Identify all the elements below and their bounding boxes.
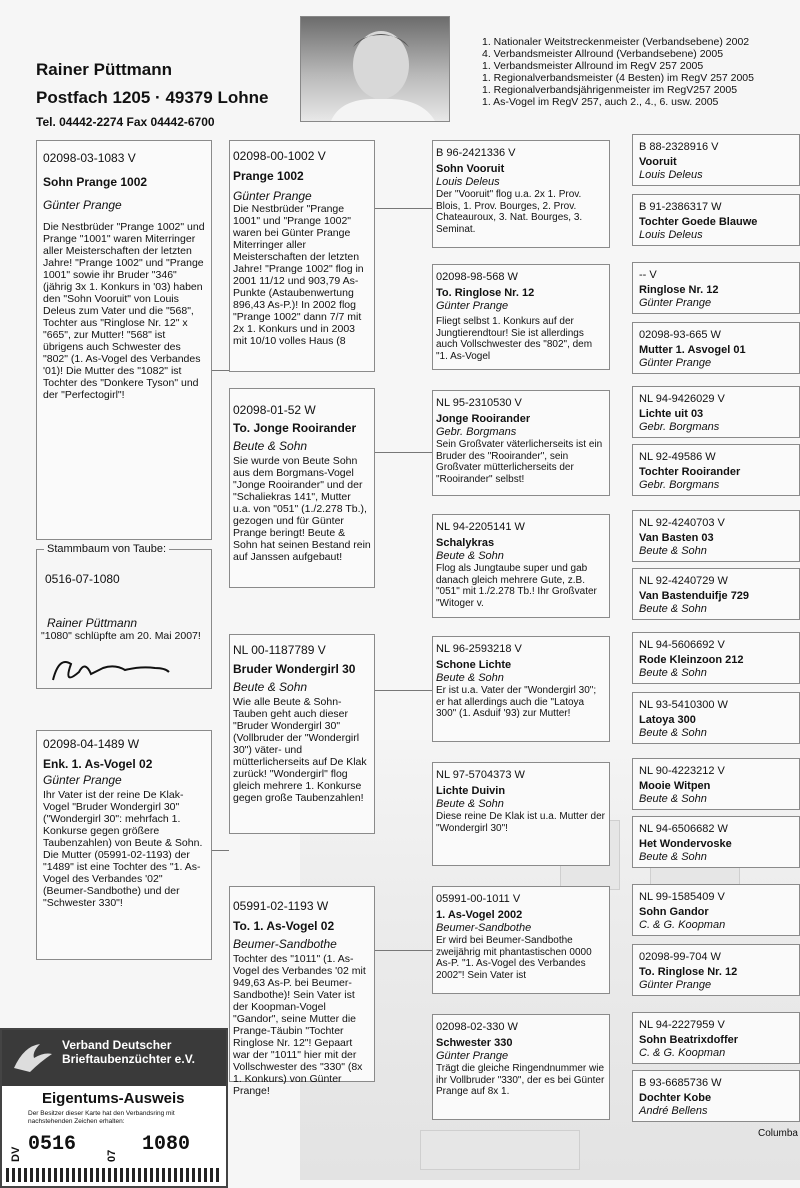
pigeon-breeder: C. & G. Koopman	[639, 919, 726, 931]
achievement-item: 1. Nationaler Weitstreckenmeister (Verbandsebene) 2002	[482, 36, 750, 48]
pigeon-name: To. Ringlose Nr. 12	[639, 966, 738, 978]
great-grandparent-box[interactable]	[432, 514, 610, 618]
ancestor-box[interactable]	[632, 816, 800, 868]
sire-box[interactable]	[36, 140, 212, 540]
pigeon-ring: 02098-03-1083 V	[43, 151, 136, 165]
subject-ring: 0516-07-1080	[45, 572, 120, 586]
subject-note: "1080" schlüpfte am 20. Mai 2007!	[41, 630, 201, 642]
pigeon-description: Sein Großvater väterlicherseits ist ein Bruder des "Rooirander", sein Großvater mütterlicherseits der "Rooirander" selbst!	[436, 439, 603, 485]
connector-line	[211, 850, 229, 851]
pigeon-name: To. 1. As-Vogel 02	[233, 919, 335, 933]
pigeon-description: Trägt die gleiche Ringendnummer wie ihr Vollbruder "330", der es bei Günter Prange auf 8x 1.	[436, 1063, 605, 1097]
connector-line	[375, 452, 432, 453]
card-dv: DV	[10, 1146, 22, 1162]
grandparent-box[interactable]	[229, 388, 375, 588]
pigeon-description: Diese reine De Klak ist u.a. Mutter der "Wondergirl 30"!	[436, 811, 605, 834]
ownership-card	[0, 1028, 228, 1188]
pigeon-ring: NL 92-4240729 W	[639, 575, 728, 587]
pigeon-name: Tochter Goede Blauwe	[639, 216, 758, 228]
signature	[45, 650, 175, 690]
pigeon-name: Sohn Beatrixdoffer	[639, 1034, 739, 1046]
pigeon-breeder: Gebr. Borgmans	[639, 479, 720, 491]
pigeon-description: Er wird bei Beumer-Sandbothe zweijährig mit phantastischen 0000 As-P. "1. As-Vogel des Verbandes 2002"! Sein Vater ist	[436, 935, 592, 981]
pigeon-breeder: Beute & Sohn	[436, 550, 504, 562]
great-grandparent-box[interactable]	[432, 886, 610, 994]
ancestor-box[interactable]	[632, 568, 800, 620]
pigeon-name: Lichte uit 03	[639, 408, 704, 420]
pigeon-breeder: Beute & Sohn	[639, 667, 707, 679]
pigeon-breeder: André Bellens	[639, 1105, 708, 1117]
great-grandparent-box[interactable]	[432, 762, 610, 866]
card-ring-number: 0516	[28, 1133, 77, 1156]
ancestor-box[interactable]	[632, 134, 800, 186]
ancestor-box[interactable]	[632, 510, 800, 562]
card-year: 07	[106, 1149, 118, 1162]
pigeon-description: Wie alle Beute & Sohn-Tauben geht auch dieser "Bruder Wondergirl 30" (Vollbruder der "Wondergirl 30") väter- und mütterlicherseits auf De Klak zurück! "Wondergirl" flog gleich mehrere 1. Konkurse gegen große Taubenzahlen!	[233, 696, 367, 804]
pigeon-name: Lichte Duivin	[436, 785, 506, 797]
pigeon-breeder: Günter Prange	[43, 773, 122, 787]
pigeon-ring: 02098-99-704 W	[639, 951, 721, 963]
pigeon-ring: 02098-00-1002 V	[233, 149, 326, 163]
pigeon-ring: NL 96-2593218 V	[436, 643, 522, 655]
ancestor-box[interactable]	[632, 1012, 800, 1064]
great-grandparent-box[interactable]	[432, 390, 610, 496]
pigeon-ring: NL 99-1585409 V	[639, 891, 725, 903]
pigeon-description: Sie wurde von Beute Sohn aus dem Borgmans-Vogel "Jonge Rooirander" und der "Schaliekras 141", Mutter u.a. von "051" (1./2.278 Tb.), gezogen und für Günter Prange beringt! Beute & Sohn hat seinen Bestand rein auf Janssen aufgebaut!	[233, 455, 371, 563]
pigeon-ring: 02098-98-568 W	[436, 271, 518, 283]
ancestor-box[interactable]	[632, 386, 800, 438]
achievement-item: 4. Verbandsmeister Allround (Verbandsebene) 2005	[482, 48, 724, 60]
pigeon-ring: NL 94-6506682 W	[639, 823, 728, 835]
pigeon-ring: 05991-02-1193 W	[233, 899, 329, 913]
pigeon-description: Flog als Jungtaube super und gab danach gleich mehrere Gute, z.B. "051" mit 1./2.278 Tb.! Ihr Großvater "Witoger v.	[436, 563, 597, 609]
owner-contact: Tel. 04442-2274 Fax 04442-6700	[36, 115, 215, 129]
pigeon-name: Enk. 1. As-Vogel 02	[43, 757, 153, 771]
pigeon-breeder: Günter Prange	[43, 198, 122, 212]
pigeon-description: Tochter des "1011" (1. As-Vogel des Verbandes '02 mit 949,63 As-P. bei Beumer-Sandbothe)! Sein Vater ist der Koopman-Vogel "Gandor", seine Mutter die Prange-Täubin "Tochter Ringlose Nr. 12"! Gepaart war der "1011" hier mit der Vollschwester des "330" (8x 1. Konkurs) von Günter Prange!	[233, 953, 366, 1097]
pigeon-breeder: Beute & Sohn	[436, 798, 504, 810]
pigeon-breeder: Beute & Sohn	[639, 851, 707, 863]
pigeon-name: Van Bastenduifje 729	[639, 590, 750, 602]
card-organization: Verband Deutscher Brieftaubenzüchter e.V.	[62, 1038, 195, 1066]
pigeon-ring: 02098-93-665 W	[639, 329, 721, 341]
pigeon-ring: NL 95-2310530 V	[436, 397, 522, 409]
pigeon-ring: -- V	[639, 269, 657, 281]
pigeon-breeder: Beute & Sohn	[233, 439, 308, 453]
pigeon-ring: NL 94-2205141 W	[436, 521, 525, 533]
dam-box[interactable]	[36, 730, 212, 960]
connector-line	[375, 208, 432, 209]
ancestor-box[interactable]	[632, 194, 800, 246]
pigeon-name: Schalykras	[436, 537, 495, 549]
pigeon-name: Latoya 300	[639, 714, 696, 726]
pigeon-ring: 02098-02-330 W	[436, 1021, 518, 1033]
owner-address: Postfach 1205 · 49379 Lohne	[36, 88, 269, 107]
pigeon-breeder: Beute & Sohn	[233, 680, 308, 694]
pigeon-name: Vooruit	[639, 156, 677, 168]
pigeon-breeder: Günter Prange	[639, 979, 712, 991]
pigeon-breeder: Gebr. Borgmans	[436, 426, 517, 438]
pigeon-name: Schwester 330	[436, 1037, 513, 1049]
pigeon-breeder: Louis Deleus	[436, 176, 500, 188]
pigeon-breeder: Beumer-Sandbothe	[436, 922, 532, 934]
pigeon-name: Mutter 1. Asvogel 01	[639, 344, 746, 356]
great-grandparent-box[interactable]	[432, 140, 610, 248]
pigeon-ring: 02098-01-52 W	[233, 403, 316, 417]
pigeon-name: Ringlose Nr. 12	[639, 284, 719, 296]
pigeon-ring: NL 94-5606692 V	[639, 639, 725, 651]
pigeon-name: Schone Lichte	[436, 659, 512, 671]
pigeon-breeder: Louis Deleus	[639, 169, 703, 181]
pigeon-name: Jonge Rooirander	[436, 413, 531, 425]
pigeon-ring: B 91-2386317 W	[639, 201, 722, 213]
pigeon-breeder: Louis Deleus	[639, 229, 703, 241]
great-grandparent-box[interactable]	[432, 1014, 610, 1120]
card-subtitle: Der Besitzer dieser Karte hat den Verbandsring mit nachstehenden Zeichen erhalten:	[28, 1110, 175, 1125]
great-grandparent-box[interactable]	[432, 636, 610, 742]
subject-label: Stammbaum von Taube:	[44, 543, 169, 555]
connector-line	[211, 370, 229, 371]
pigeon-ring: NL 93-5410300 W	[639, 699, 728, 711]
pigeon-breeder: Beute & Sohn	[639, 793, 707, 805]
great-grandparent-box[interactable]	[432, 264, 610, 370]
ancestor-box[interactable]	[632, 262, 800, 314]
connector-line	[375, 690, 432, 691]
pigeon-description: Die Nestbrüder "Prange 1001" und "Prange 1002" waren bei Günter Prange Miterringer aller Meisterschaften der letzten Jahre! "Prange 1002" flog in 2001 11/12 und 903,79 As-Punkte (Astaubenwertung 896,43 As-P.)! In 2002 flog "Prange 1002" dann 7/7 mit 2x 1. Konkurs und in 2003 mit 10/10 volles Haus (8	[233, 203, 364, 347]
owner-photo	[300, 16, 450, 122]
ancestor-box[interactable]	[632, 322, 800, 374]
pigeon-breeder: Beute & Sohn	[436, 672, 504, 684]
pigeon-ring: B 93-6685736 W	[639, 1077, 722, 1089]
achievement-item: 1. Verbandsmeister Allround im RegV 257 2005	[482, 60, 704, 72]
pigeon-description: Ihr Vater ist der reine De Klak-Vogel "Bruder Wondergirl 30" ("Wondergirl 30": mehrfach 1. Konkurse gegen größere Taubenzahlen) von Beute & Sohn. Die Mutter (05991-02-1193) der "1489" ist eine Tochter des "1. As-Vogel des Verbandes '02" (Beumer-Sandbothe) und der "Schwester 330"!	[43, 789, 203, 909]
pigeon-breeder: Beute & Sohn	[639, 545, 707, 557]
pigeon-logo-icon	[10, 1038, 54, 1078]
pigeon-name: Prange 1002	[233, 169, 304, 183]
card-header	[2, 1030, 226, 1086]
pigeon-description: Fliegt selbst 1. Konkurs auf der Jungtierendtour! Sie ist allerdings auch Vollschwester des "802", dem "1. As-Vogel	[436, 316, 593, 362]
ancestor-box[interactable]	[632, 944, 800, 996]
pigeon-ring: NL 92-49586 W	[639, 451, 716, 463]
subject-box	[36, 549, 212, 689]
pigeon-description: Er ist u.a. Vater der "Wondergirl 30"; er hat allerdings auch die "Latoya 300" (1. Asduif '93) zur Mutter!	[436, 685, 597, 719]
ancestor-box[interactable]	[632, 632, 800, 684]
pigeon-breeder: Günter Prange	[233, 189, 312, 203]
pigeon-breeder: Günter Prange	[436, 1050, 509, 1062]
footer-text: Columba	[757, 1128, 798, 1139]
pigeon-name: Dochter Kobe	[639, 1092, 712, 1104]
pigeon-ring: NL 90-4223212 V	[639, 765, 725, 777]
pigeon-name: Tochter Rooirander	[639, 466, 741, 478]
card-ring-serial: 1080	[142, 1133, 191, 1156]
ancestor-box[interactable]	[632, 758, 800, 810]
achievements-list	[482, 36, 754, 108]
pigeon-ring: B 88-2328916 V	[639, 141, 719, 153]
ancestor-box[interactable]	[632, 444, 800, 496]
card-pattern-strip	[6, 1168, 222, 1182]
achievement-item: 1. As-Vogel im RegV 257, auch 2., 4., 6. usw. 2005	[482, 96, 719, 108]
pigeon-ring: 02098-04-1489 W	[43, 737, 140, 751]
pigeon-ring: NL 92-4240703 V	[639, 517, 725, 529]
background-window	[420, 1130, 580, 1170]
pigeon-name: Sohn Prange 1002	[43, 175, 148, 189]
pigeon-breeder: Beute & Sohn	[639, 727, 707, 739]
pigeon-name: 1. As-Vogel 2002	[436, 909, 523, 921]
pigeon-breeder: Günter Prange	[436, 300, 509, 312]
pigeon-description: Der "Vooruit" flog u.a. 2x 1. Prov. Blois, 1. Prov. Bourges, 2. Prov. Chateauroux, 3. Nat. Bourges, 3. Seminat.	[436, 189, 583, 235]
pigeon-breeder: C. & G. Koopman	[639, 1047, 726, 1059]
pigeon-name: Mooie Witpen	[639, 780, 711, 792]
pigeon-name: Sohn Vooruit	[436, 163, 505, 175]
pigeon-breeder: Günter Prange	[639, 297, 712, 309]
achievement-item: 1. Regionalverbandsmeister (4 Besten) im RegV 257 2005	[482, 72, 754, 84]
pigeon-ring: NL 94-9426029 V	[639, 393, 725, 405]
pigeon-ring: NL 94-2227959 V	[639, 1019, 725, 1031]
pigeon-name: Bruder Wondergirl 30	[233, 662, 356, 676]
pigeon-breeder: Günter Prange	[639, 357, 712, 369]
owner-name: Rainer Püttmann	[36, 60, 173, 79]
pigeon-ring: 05991-00-1011 V	[436, 893, 521, 905]
ancestor-box[interactable]	[632, 692, 800, 744]
pigeon-ring: B 96-2421336 V	[436, 147, 516, 159]
grandparent-box[interactable]	[229, 886, 375, 1097]
pigeon-name: Sohn Gandor	[639, 906, 709, 918]
grandparent-box[interactable]	[229, 634, 375, 834]
achievement-item: 1. Regionalverbandsjährigenmeister im RegV257 2005	[482, 84, 738, 96]
pigeon-name: Het Wondervoske	[639, 838, 732, 850]
ancestor-box[interactable]	[632, 884, 800, 936]
pigeon-name: Van Basten 03	[639, 532, 714, 544]
pigeon-name: Rode Kleinzoon 212	[639, 654, 744, 666]
pigeon-ring: NL 00-1187789 V	[233, 643, 326, 657]
pigeon-name: To. Jonge Rooirander	[233, 421, 357, 435]
subject-owner: Rainer Püttmann	[47, 616, 138, 630]
card-title: Eigentums-Ausweis	[42, 1090, 185, 1107]
pigeon-breeder: Gebr. Borgmans	[639, 421, 720, 433]
pigeon-ring: NL 97-5704373 W	[436, 769, 525, 781]
pigeon-description: Die Nestbrüder "Prange 1002" und Prange "1001" waren Miterringer aller Meisterschaften der letzten Jahre! "Prange 1002" und "Prange 1001" sowie ihr Bruder "346" (jährig 3x 1. Konkurs in '03) haben den "Sohn Vooruit" von Louis Deleus zum Vater und die "568", Tochter aus "Ringlose Nr. 12" x "665", zur Mutter! "568" ist übrigens auch Schwester des "802" (1. As-Vogel des Verbandes '01)! Die Mutter des "1082" ist Tochter des "Donkere Tyson" und der "Perfectogirl"!	[43, 221, 205, 401]
pigeon-breeder: Beute & Sohn	[639, 603, 707, 615]
ancestor-box[interactable]	[632, 1070, 800, 1122]
grandparent-box[interactable]	[229, 140, 375, 372]
pigeon-breeder: Beumer-Sandbothe	[233, 937, 337, 951]
connector-line	[375, 950, 432, 951]
pigeon-name: To. Ringlose Nr. 12	[436, 287, 535, 299]
